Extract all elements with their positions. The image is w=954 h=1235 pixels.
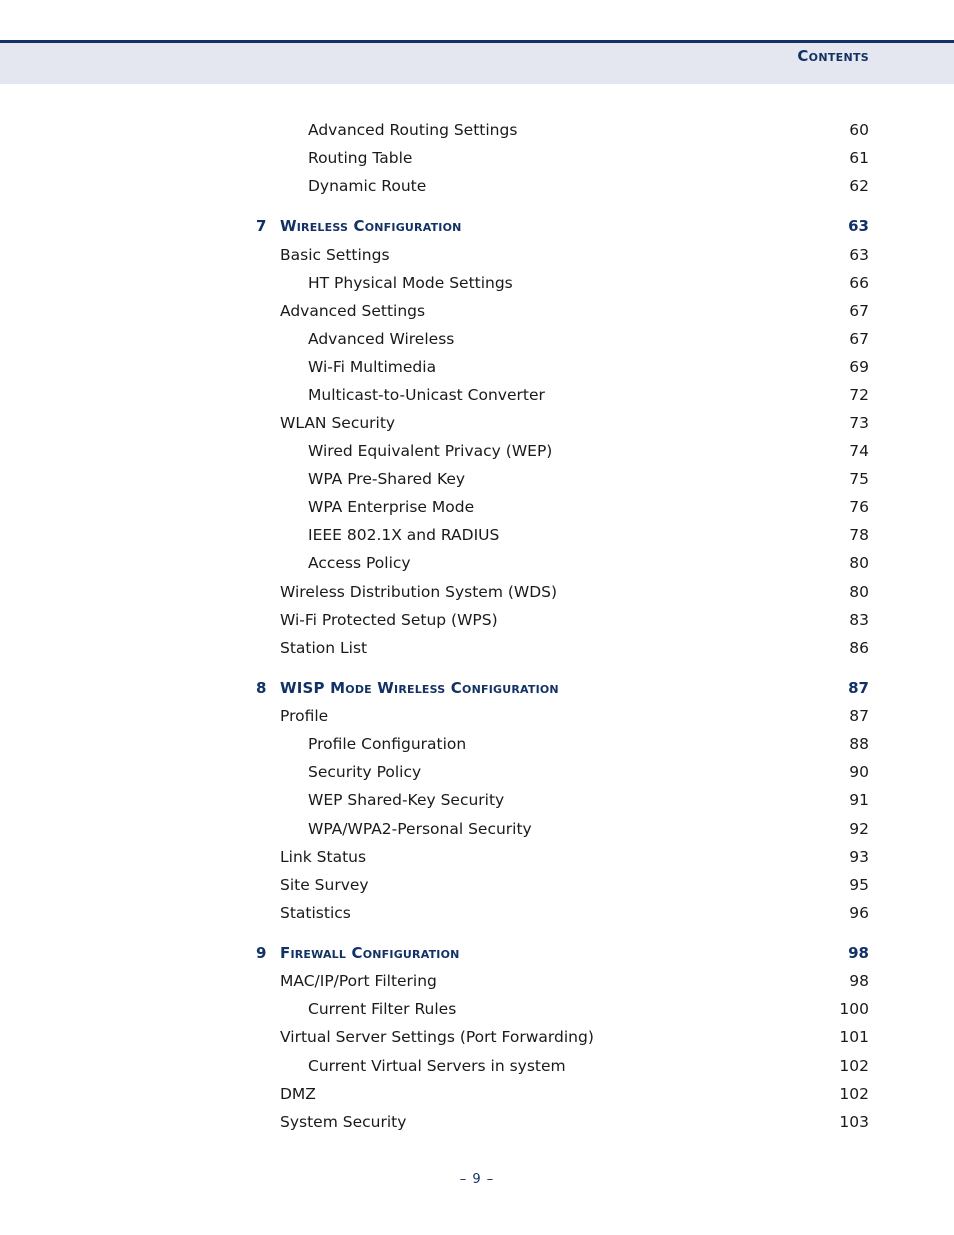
toc-entry[interactable]: [0, 901, 954, 925]
toc-entry-page: 103: [839, 1113, 869, 1131]
chapter-title: Firewall Configuration: [280, 944, 460, 962]
toc-chapter-9[interactable]: [0, 941, 954, 965]
toc-entry[interactable]: [0, 523, 954, 547]
chapter-page: 63: [848, 217, 869, 235]
toc-entry[interactable]: [0, 788, 954, 812]
toc-entry-page: 80: [849, 583, 869, 601]
toc-entry[interactable]: [0, 467, 954, 491]
toc-entry[interactable]: [0, 174, 954, 198]
toc-entry[interactable]: [0, 383, 954, 407]
toc-entry[interactable]: [0, 873, 954, 897]
toc-entry-page: 87: [849, 707, 869, 725]
toc-entry[interactable]: [0, 760, 954, 784]
toc-entry-label: HT Physical Mode Settings: [308, 274, 513, 292]
toc-entry-page: 78: [849, 526, 869, 544]
toc-entry-page: 86: [849, 639, 869, 657]
toc-entry[interactable]: [0, 704, 954, 728]
toc-entry-page: 91: [849, 791, 869, 809]
toc-entry-label: WPA Pre-Shared Key: [308, 470, 466, 488]
header-title: Contents: [797, 47, 869, 65]
toc-entry-label: Advanced Settings: [280, 302, 426, 320]
page-number: – 9 –: [459, 1172, 495, 1187]
toc-entry-label: IEEE 802.1X and RADIUS: [308, 526, 500, 544]
toc-entry[interactable]: [0, 969, 954, 993]
chapter-number: 7: [256, 217, 267, 235]
toc-entry-label: Access Policy: [308, 554, 411, 572]
toc-entry-page: 63: [849, 246, 869, 264]
toc-entry-label: System Security: [280, 1113, 407, 1131]
toc-entry-page: 96: [849, 904, 869, 922]
toc-entry-label: DMZ: [280, 1085, 316, 1103]
toc-entry-page: 101: [839, 1028, 869, 1046]
toc-entry-label: Routing Table: [308, 149, 413, 167]
toc-entry-page: 100: [839, 1000, 869, 1018]
chapter-number: 8: [256, 679, 267, 697]
toc-entry-label: Profile: [280, 707, 329, 725]
toc-entry-page: 80: [849, 554, 869, 572]
toc-entry-label: WLAN Security: [280, 414, 396, 432]
toc-entry-page: 88: [849, 735, 869, 753]
toc-entry-page: 102: [839, 1085, 869, 1103]
toc-entry-label: Site Survey: [280, 876, 369, 894]
toc-entry-label: WEP Shared-Key Security: [308, 791, 505, 809]
toc-entry[interactable]: [0, 299, 954, 323]
toc-entry-label: Current Virtual Servers in system: [308, 1057, 566, 1075]
toc-entry-page: 102: [839, 1057, 869, 1075]
toc-entry[interactable]: [0, 271, 954, 295]
toc-entry[interactable]: [0, 1082, 954, 1106]
toc-entry[interactable]: [0, 1054, 954, 1078]
toc-entry-label: Station List: [280, 639, 368, 657]
toc-entry[interactable]: [0, 411, 954, 435]
toc-entry[interactable]: [0, 580, 954, 604]
toc-entry-label: Profile Configuration: [308, 735, 467, 753]
toc-entry[interactable]: [0, 997, 954, 1021]
toc-chapter-7[interactable]: [0, 214, 954, 238]
toc-entry[interactable]: [0, 439, 954, 463]
toc-entry-label: Wireless Distribution System (WDS): [280, 583, 558, 601]
toc-entry-page: 73: [849, 414, 869, 432]
toc-entry-page: 76: [849, 498, 869, 516]
toc-entry[interactable]: [0, 146, 954, 170]
toc-entry[interactable]: [0, 118, 954, 142]
toc-entry-page: 69: [849, 358, 869, 376]
toc-entry[interactable]: [0, 551, 954, 575]
toc-entry[interactable]: [0, 817, 954, 841]
header-band: [0, 40, 954, 84]
toc-entry[interactable]: [0, 845, 954, 869]
toc-entry-page: 98: [849, 972, 869, 990]
toc-entry-page: 62: [849, 177, 869, 195]
toc-entry-label: Dynamic Route: [308, 177, 427, 195]
toc-entry[interactable]: [0, 1025, 954, 1049]
toc-entry[interactable]: [0, 327, 954, 351]
toc-entry-page: 83: [849, 611, 869, 629]
toc-entry-label: Security Policy: [308, 763, 422, 781]
toc-entry-label: Basic Settings: [280, 246, 390, 264]
toc-entry-page: 67: [849, 330, 869, 348]
toc-entry[interactable]: [0, 636, 954, 660]
chapter-number: 9: [256, 944, 267, 962]
toc-entry-page: 60: [849, 121, 869, 139]
toc-entry-page: 67: [849, 302, 869, 320]
toc-entry-label: Virtual Server Settings (Port Forwarding): [280, 1028, 594, 1046]
toc-entry-label: Link Status: [280, 848, 367, 866]
toc-entry-page: 93: [849, 848, 869, 866]
toc-entry-page: 72: [849, 386, 869, 404]
chapter-title: WISP Mode Wireless Configuration: [280, 679, 559, 697]
toc-entry[interactable]: [0, 732, 954, 756]
toc-entry-page: 90: [849, 763, 869, 781]
toc-entry-label: WPA/WPA2-Personal Security: [308, 820, 532, 838]
toc-entry[interactable]: [0, 1110, 954, 1134]
toc-entry-page: 61: [849, 149, 869, 167]
toc-entry-page: 66: [849, 274, 869, 292]
chapter-title: Wireless Configuration: [280, 217, 462, 235]
chapter-page: 87: [848, 679, 869, 697]
toc-entry-label: MAC/IP/Port Filtering: [280, 972, 437, 990]
toc-entry[interactable]: [0, 355, 954, 379]
toc-entry-page: 74: [849, 442, 869, 460]
toc-entry-page: 92: [849, 820, 869, 838]
toc-entry[interactable]: [0, 243, 954, 267]
toc-chapter-8[interactable]: [0, 676, 954, 700]
toc-entry-label: Wi-Fi Multimedia: [308, 358, 437, 376]
toc-entry-label: Advanced Wireless: [308, 330, 455, 348]
toc-entry-label: WPA Enterprise Mode: [308, 498, 475, 516]
toc-entry-label: Wired Equivalent Privacy (WEP): [308, 442, 553, 460]
toc-entry[interactable]: [0, 608, 954, 632]
toc-entry-label: Wi-Fi Protected Setup (WPS): [280, 611, 498, 629]
toc-entry-page: 75: [849, 470, 869, 488]
toc-entry-label: Multicast-to-Unicast Converter: [308, 386, 545, 404]
toc-entry-label: Current Filter Rules: [308, 1000, 457, 1018]
chapter-page: 98: [848, 944, 869, 962]
toc-entry-label: Advanced Routing Settings: [308, 121, 518, 139]
toc-entry-page: 95: [849, 876, 869, 894]
toc-entry-label: Statistics: [280, 904, 351, 922]
toc-entry[interactable]: [0, 495, 954, 519]
